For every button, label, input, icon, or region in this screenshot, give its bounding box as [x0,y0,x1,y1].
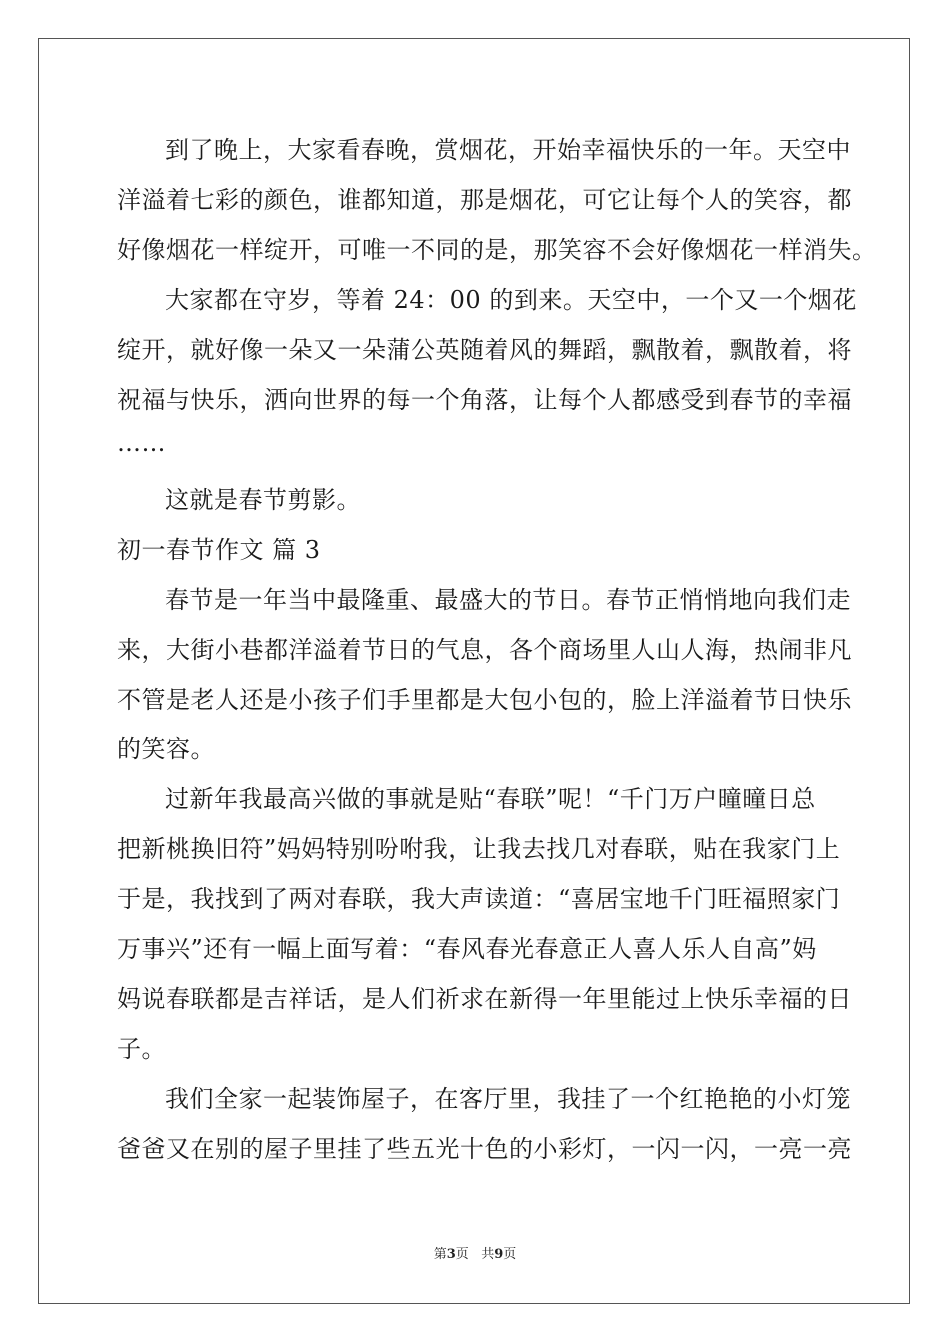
paragraph-line: 不管是老人还是小孩子们手里都是大包小包的，脸上洋溢着节日快乐 [117,686,852,714]
page-suffix: 页 [455,1247,469,1262]
total-suffix: 页 [503,1247,517,1262]
paragraph-line: 的笑容。 [117,735,215,763]
page-border [38,38,910,1304]
total-prefix: 共 [481,1247,495,1262]
paragraph-line: 春节是一年当中最隆重、最盛大的节日。春节正悄悄地向我们走 [165,586,851,614]
section-heading: 初一春节作文 篇 3 [117,536,321,564]
paragraph-line: 洋溢着七彩的颜色，谁都知道，那是烟花，可它让每个人的笑容，都 [117,186,852,214]
paragraph-line: …… [117,429,166,457]
paragraph-line: 把新桃换旧符”妈妈特别吩咐我，让我去找几对春联，贴在我家门上 [117,835,841,863]
paragraph-line: 妈说春联都是吉祥话，是人们祈求在新得一年里能过上快乐幸福的日 [117,985,852,1013]
paragraph-line: 于是，我找到了两对春联，我大声读道：“喜居宝地千门旺福照家门 [117,885,841,913]
total-page-number: 9 [494,1247,504,1262]
paragraph-line: 来，大街小巷都洋溢着节日的气息，各个商场里人山人海，热闹非凡 [117,636,852,664]
paragraph-line: 这就是春节剪影。 [165,486,361,514]
paragraph-line: 我们全家一起装饰屋子，在客厅里，我挂了一个红艳艳的小灯笼 [165,1085,851,1113]
current-page-number: 3 [446,1247,456,1262]
paragraph-line: 大家都在守岁，等着 24：00 的到来。天空中，一个又一个烟花 [165,286,857,314]
paragraph-line: 万事兴”还有一幅上面写着：“春风春光春意正人喜人乐人自高”妈 [117,935,817,963]
page-prefix: 第 [433,1247,447,1262]
paragraph-line: 到了晚上，大家看春晚，赏烟花，开始幸福快乐的一年。天空中 [165,136,851,164]
paragraph-line: 祝福与快乐，洒向世界的每一个角落，让每个人都感受到春节的幸福 [117,386,852,414]
paragraph-line: 绽开，就好像一朵又一朵蒲公英随着风的舞蹈，飘散着，飘散着，将 [117,336,852,364]
paragraph-line: 子。 [117,1035,166,1063]
paragraph-line: 过新年我最高兴做的事就是贴“春联”呢！“千门万户曈曈日总 [165,785,816,813]
page-footer [0,1246,950,1264]
paragraph-line: 好像烟花一样绽开，可唯一不同的是，那笑容不会好像烟花一样消失。 [117,236,877,264]
paragraph-line: 爸爸又在别的屋子里挂了些五光十色的小彩灯，一闪一闪，一亮一亮 [117,1135,852,1163]
